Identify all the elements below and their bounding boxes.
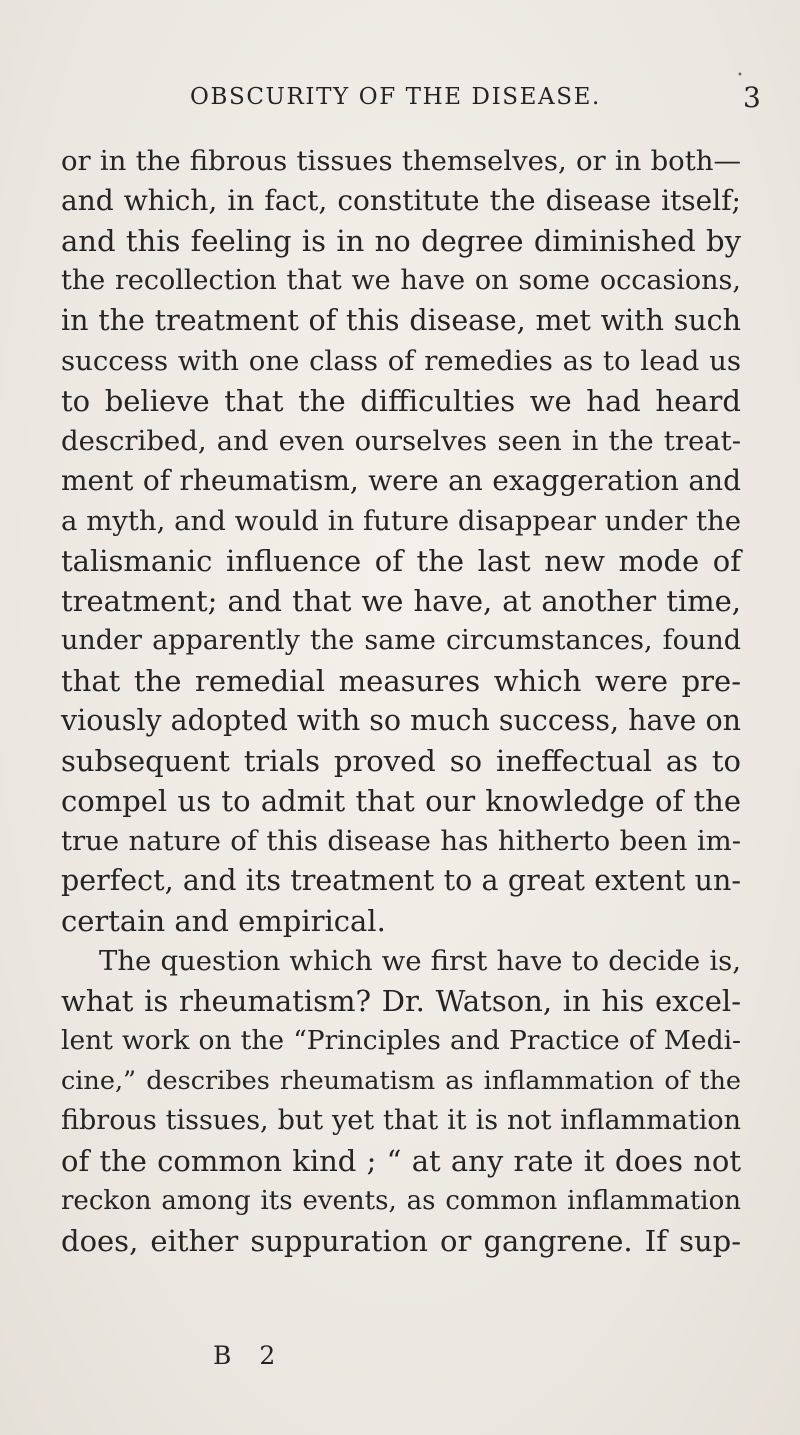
page-number: 3 (743, 81, 761, 114)
text-line-paragraph-start: The question which we first have to decide is, (99, 945, 741, 977)
text-line: talismanic influence of the last new mode of (61, 544, 741, 578)
text-line: described, and even ourselves seen in the treat- (61, 425, 741, 457)
signature-mark: B 2 (213, 1341, 286, 1370)
text-line: perfect, and its treatment to a great extent un- (61, 864, 741, 897)
text-line: a myth, and would in future disappear under the (61, 505, 741, 537)
text-line: success with one class of remedies as to lead us (61, 345, 741, 377)
text-line: that the remedial measures which were pre- (61, 664, 741, 698)
text-line: or in the fibrous tissues themselves, or in both— (61, 145, 741, 177)
text-line-paragraph-end: certain and empirical. (61, 904, 386, 938)
text-line: ment of rheumatism, were an exaggeration and (61, 464, 741, 497)
text-line: to believe that the difficulties we had heard (61, 384, 741, 418)
text-line: under apparently the same circumstances, found (61, 625, 741, 656)
text-line: in the treatment of this disease, met with such (61, 304, 741, 337)
text-line: treatment; and that we have, at another time, (61, 584, 741, 618)
text-line: compel us to admit that our knowledge of the (61, 784, 741, 818)
text-line: and which, in fact, constitute the disease itself; (61, 184, 741, 217)
text-line: the recollection that we have on some occasions, (61, 265, 741, 296)
text-line: fibrous tissues, but yet that it is not inflammation (61, 1105, 741, 1136)
running-header (0, 81, 800, 114)
text-line: subsequent trials proved so ineffectual as to (61, 744, 741, 778)
text-line: reckon among its events, as common inflammation (61, 1186, 741, 1216)
text-line: true nature of this disease has hitherto been im- (61, 825, 741, 857)
text-line: of the common kind ; “ at any rate it does not (61, 1144, 741, 1178)
text-line: and this feeling is in no degree diminished by (61, 224, 741, 258)
text-line: does, either suppuration or gangrene. If sup- (61, 1224, 741, 1258)
text-line: cine,” describes rheumatism as inflammation of the (61, 1066, 741, 1096)
text-line: lent work on the “Principles and Practice of Medi- (61, 1025, 741, 1056)
text-line: what is rheumatism? Dr. Watson, in his excel- (61, 984, 741, 1018)
stray-mark-decoration: • (737, 70, 743, 81)
running-title: OBSCURITY OF THE DISEASE. (190, 84, 601, 110)
text-line: viously adopted with so much success, have on (61, 704, 741, 737)
